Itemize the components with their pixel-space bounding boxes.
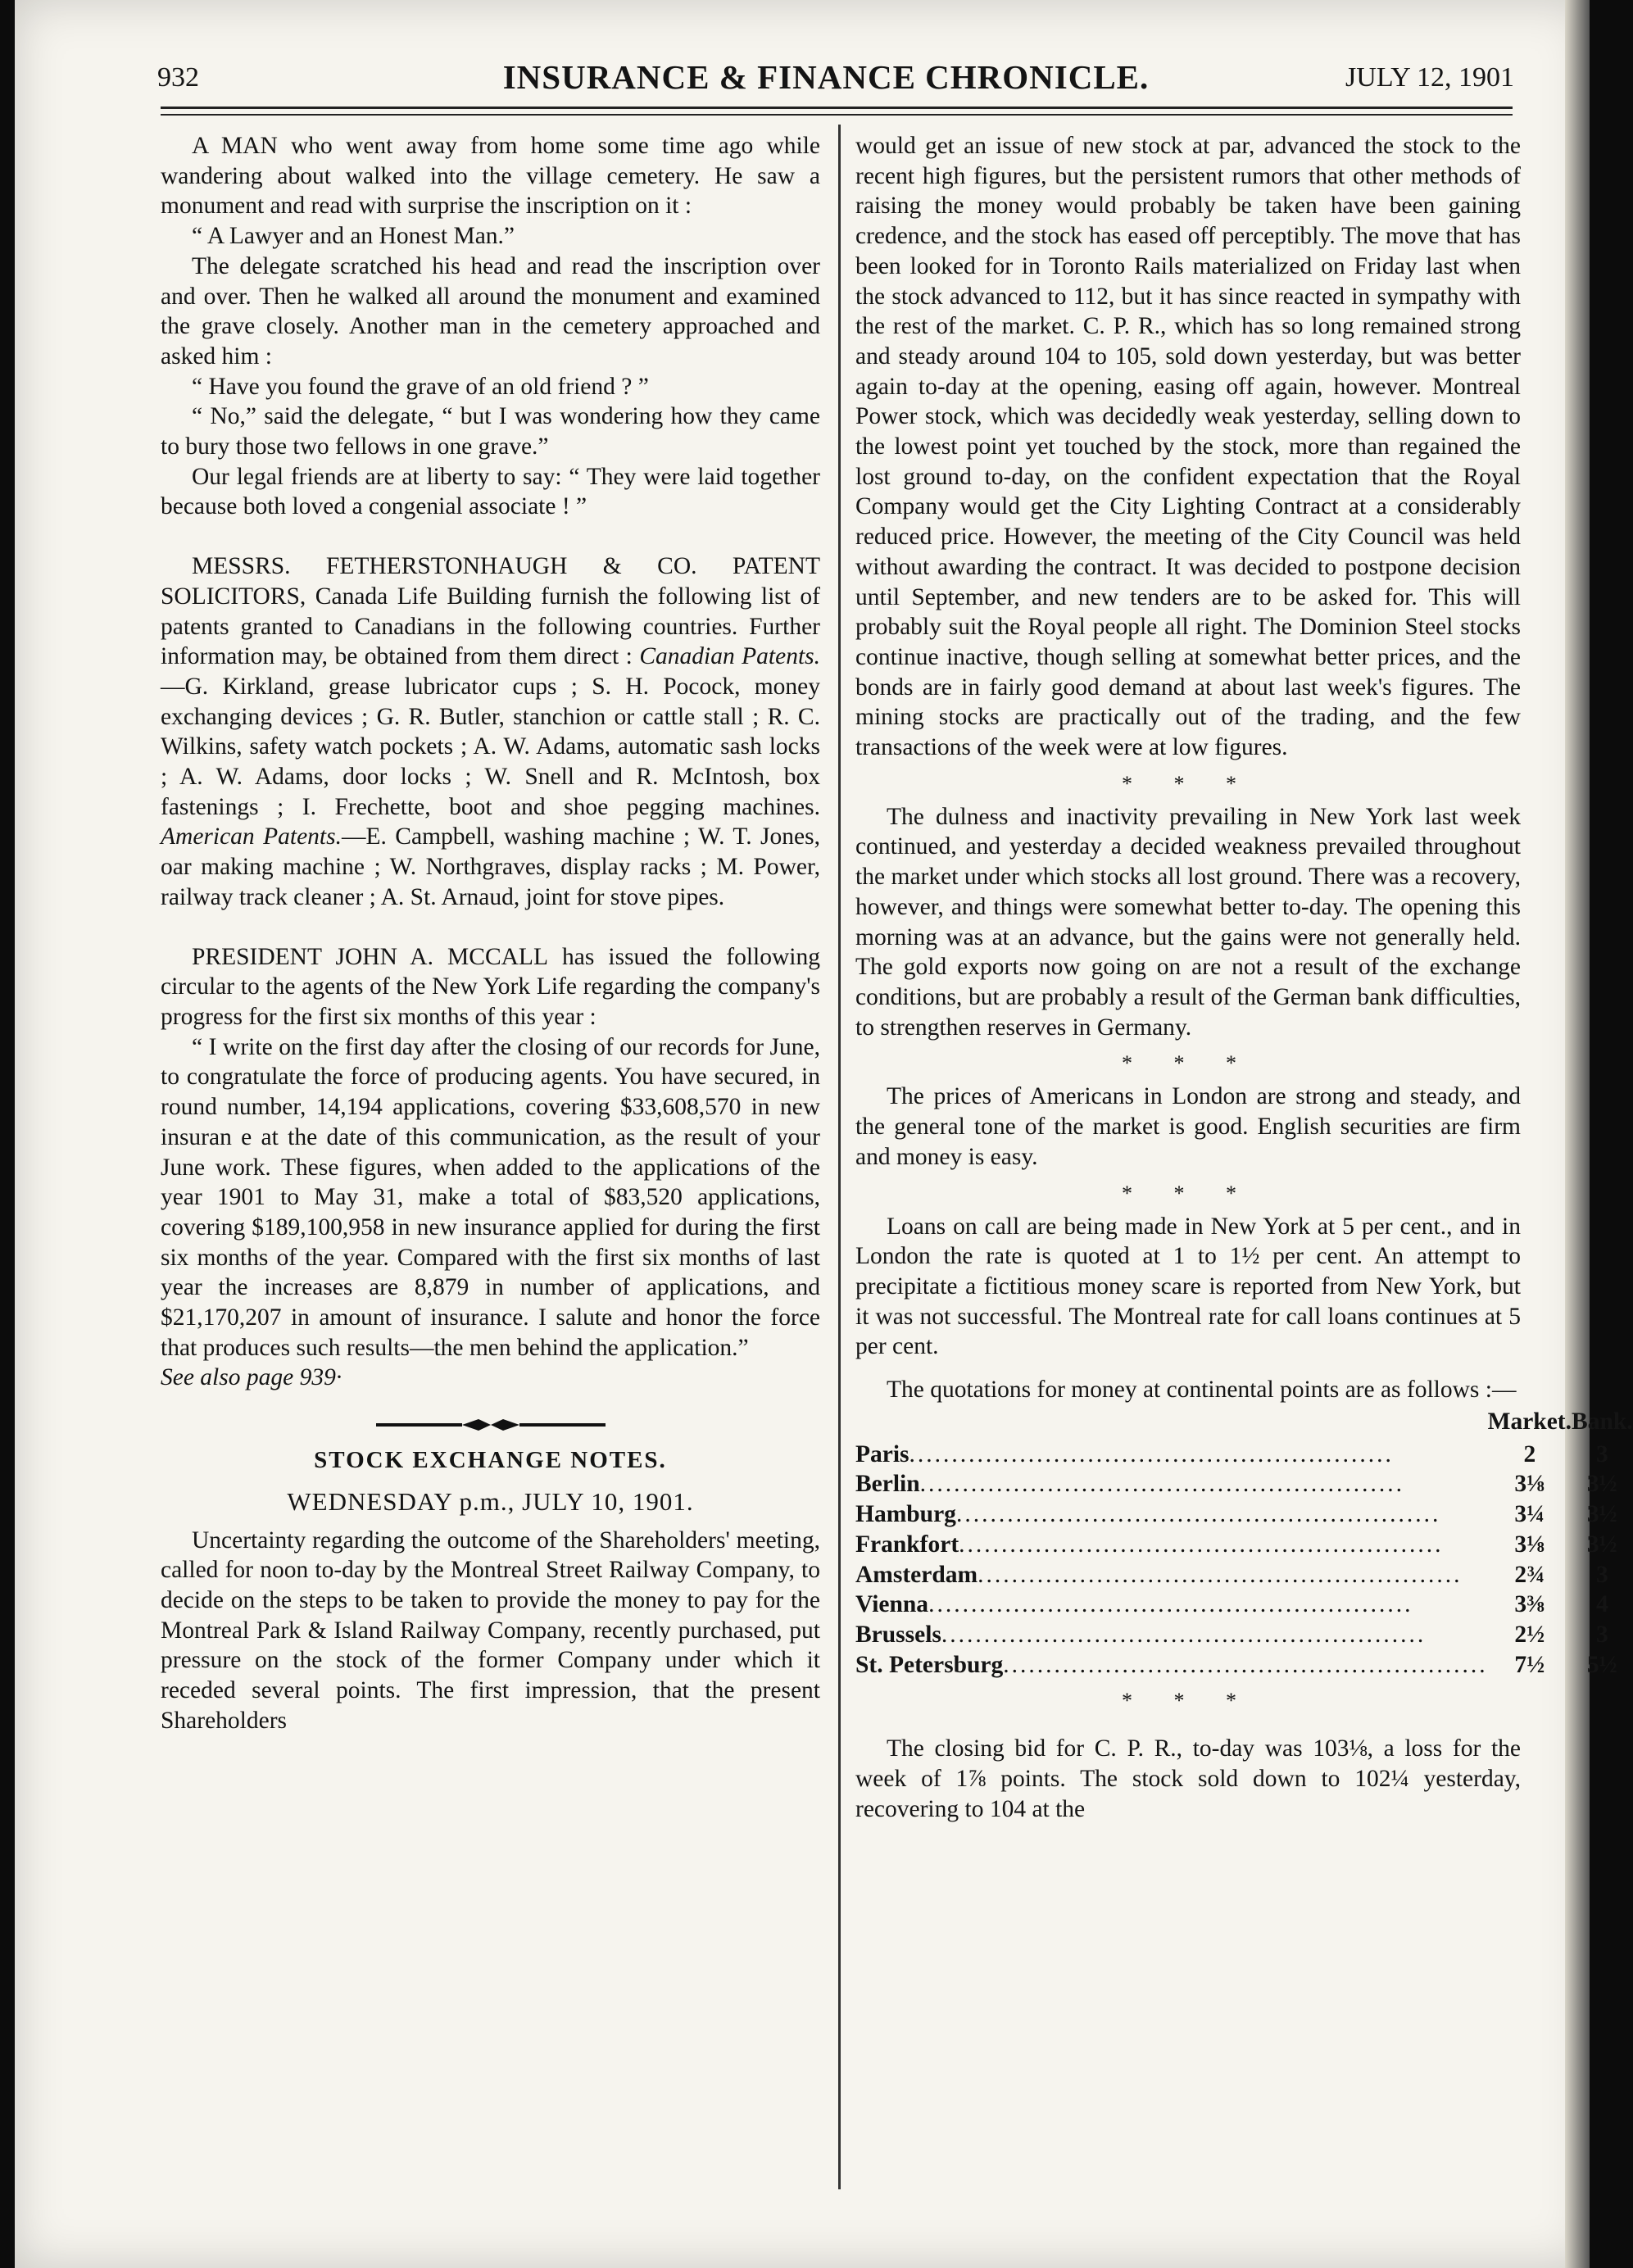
city-name: Brussels (855, 1621, 941, 1648)
table-header-row (855, 1405, 1633, 1440)
quotations-intro: The quotations for money at continental points are as follows :— (887, 1377, 1517, 1404)
section-ornament (376, 1416, 606, 1434)
anecdote-paragraph-2: “ A Lawyer and an Honest Man.” (192, 223, 515, 250)
table-row: Brussels......................................................... 2½ 3 (855, 1620, 1633, 1650)
market-rate: 2½ (1514, 1621, 1545, 1648)
market-rate: 7½ (1514, 1651, 1545, 1678)
table-header-market: Market. (1487, 1408, 1572, 1436)
market-rate: 3¼ (1514, 1501, 1545, 1528)
anecdote-paragraph-6: Our legal friends are at liberty to say: “ They were laid together because both loved a congenial associate ! ” (161, 463, 820, 520)
table-row: Vienna......................................................... 3⅜ 4 (855, 1590, 1633, 1620)
table-row: Amsterdam......................................................... 2¾ 3 (855, 1560, 1633, 1590)
anecdote-paragraph-5: “ No,” said the delegate, “ but I was wondering how they came to bury those two fellows in one grave.” (161, 403, 820, 460)
call-loans-paragraph: Loans on call are being made in New York at 5 per cent., and in London the rate is quoted at 1 to 1½ per cent. An attempt to precipitate a fictitious money scare is reported from New York, but it was not successful. The Montreal rate for call loans continues at 5 per cent. (855, 1213, 1521, 1360)
table-row: Frankfort......................................................... 3⅛ 3½ (855, 1530, 1633, 1560)
mccall-lead: PRESIDENT JOHN A. MCCALL (192, 943, 548, 970)
bank-rate: 4 (1595, 1591, 1608, 1618)
money-rates-table (855, 1405, 1633, 1681)
market-rate: 3⅜ (1514, 1591, 1545, 1618)
binding-shadow (1565, 0, 1590, 2268)
section-break-3: * * * (1122, 1181, 1254, 1205)
city-name: Frankfort (855, 1531, 959, 1558)
header-rule-thin (161, 114, 1513, 116)
anecdote-paragraph-4: “ Have you found the grave of an old friend ? ” (192, 373, 649, 400)
patents-intro: Canada Life Building furnish the following list of patents granted to Canadians in the following countries. Further information may, be obtained from them direct : (161, 583, 820, 670)
issue-date: JULY 12, 1901 (1345, 62, 1514, 93)
city-name: Berlin (855, 1471, 920, 1498)
market-rate: 3⅛ (1514, 1471, 1545, 1498)
section-break-1: * * * (1122, 771, 1254, 796)
page-number: 932 (157, 62, 199, 93)
american-patents-list: —E. Campbell, washing machine ; W. T. Jones, oar making machine ; W. Northgraves, display racks ; M. Power, railway track cleaner ; A. St. Arnaud, joint for stove pipes. (161, 823, 820, 910)
table-row: Paris......................................................... 2 3 (855, 1440, 1633, 1470)
city-name: Hamburg (855, 1501, 956, 1528)
city-name: Amsterdam (855, 1561, 978, 1588)
anecdote-paragraph-3: The delegate scratched his head and read the inscription over and over. Then he walked all around the monument and examined the grave closely. Another man in the cemetery approached and asked him : (161, 252, 820, 370)
section-break-2: * * * (1122, 1051, 1254, 1076)
table-row: St. Petersburg......................................................... 7½ 5½ (855, 1650, 1633, 1681)
stock-notes-continued: would get an issue of new stock at par, advanced the stock to the recent high figures, but the persistent rumors that other methods of raising the money would probably be taken have been gaining credence, and the stock has eased off perceptibly. The move that has been looked for in Toronto Rails materialized on Friday last when the stock advanced to 112, but it has since reacted in sympathy with the rest of the market. C. P. R., which has so long remained strong and steady around 104 to 105, sold down yesterday, but was better again to-day at the opening, easing off again, however. Montreal Power stock, which was decidedly weak yesterday, selling down to the lowest point yet touched by the stock, more than regained the lost ground to-day, on the confident expectation that the Royal Company would get the City Lighting Contract at a considerably reduced price. However, the meeting of the City Council was held without awarding the contract. It was decided to postpone decision until September, and new tenders are to be asked for. This will probably suit the Royal people all right. The Dominion Steel stocks continue inactive, though selling at somewhat better prices, and the bonds are in fairly good demand at about last week's figures. The mining stocks are practically out of the trading, and the few transactions of the week were at low figures. (855, 133, 1521, 761)
market-rate: 2 (1523, 1440, 1536, 1467)
stock-notes-paragraph-1: Uncertainty regarding the outcome of the Shareholders' meeting, called for noon to-day by the Montreal Street Railway Company, to decide on the steps to be taken to provide the money to pay for the Montreal Park & Island Railway Company, recently purchased, put pressure on the stock of the former Company under which it receded several points. The first impression, that the present Shareholders (161, 1526, 820, 1734)
mccall-intro: has issued the following circular to the agents of the New York Life regarding the company's progress for the first six months of this year : (161, 943, 820, 1030)
left-column (161, 131, 820, 1735)
bank-rate: 3 (1595, 1561, 1608, 1588)
column-divider (838, 125, 841, 2189)
publication-title: INSURANCE & FINANCE CHRONICLE. (502, 58, 1150, 96)
london-paragraph: The prices of Americans in London are strong and steady, and the general tone of the market is good. English securities are firm and money is easy. (855, 1083, 1521, 1170)
new-york-paragraph: The dulness and inactivity prevailing in New York last week continued, and yesterday a decided weakness prevailed throughout the market under which stocks all lost ground. There was a recovery, however, and things were somewhat better to-day. The opening this morning was at an advance, but the gains were not generally held. The gold exports now going on are not a result of the exchange conditions, but are probably a result of the German bank difficulties, to strengthen reserves in Germany. (855, 803, 1521, 1041)
bank-rate: 3 (1595, 1440, 1608, 1467)
american-patents-label: American Patents. (161, 823, 342, 850)
ornament-diamonds (462, 1419, 519, 1431)
cpr-closing-paragraph: The closing bid for C. P. R., to-day was 103⅛, a loss for the week of 1⅞ points. The stock sold down to 102¼ yesterday, recovering to 104 at the (855, 1735, 1521, 1822)
canadian-patents-label: Canadian Patents. (639, 643, 821, 670)
patents-lead: MESSRS. FETHERSTONHAUGH & CO. PATENT SOLICITORS, (161, 553, 820, 610)
see-also-reference: See also page 939· (161, 1364, 342, 1391)
magazine-page (15, 0, 1633, 2268)
section-title: STOCK EXCHANGE NOTES. (314, 1447, 667, 1474)
section-dateline: WEDNESDAY p.m., JULY 10, 1901. (287, 1486, 694, 1516)
table-header-blank (855, 1405, 1488, 1440)
city-name: Paris (855, 1440, 909, 1467)
city-name: St. Petersburg (855, 1651, 1004, 1678)
market-rate: 3⅛ (1514, 1531, 1545, 1558)
market-rate: 2¾ (1514, 1561, 1545, 1588)
canadian-patents-list: —G. Kirkland, grease lubricator cups ; S. H. Pocock, money exchanging devices ; G. R. Butler, stanchion or cattle stall ; R. C. Wilkins, safety watch pockets ; A. W. Adams, automatic sash locks ; A. W. Adams, door locks ; W. Snell and R. McIntosh, box fastenings ; I. Frechette, boot and shoe pegging machines. (161, 673, 820, 820)
header-rule-thick (161, 107, 1513, 109)
bank-rate: 3½ (1586, 1471, 1617, 1498)
mccall-paragraph (161, 942, 820, 1032)
running-head (138, 56, 1514, 105)
bank-rate: 5½ (1586, 1651, 1617, 1678)
bank-rate: 3 (1595, 1621, 1608, 1648)
table-row: Hamburg......................................................... 3¼ 3½ (855, 1499, 1633, 1530)
table-row: Berlin......................................................... 3⅛ 3½ (855, 1469, 1633, 1499)
right-column (855, 131, 1633, 1824)
anecdote-paragraph-1: A MAN who went away from home some time ago while wandering about walked into the village cemetery. He saw a monument and read with surprise the inscription on it : (161, 133, 820, 220)
section-break-4: * * * (1122, 1689, 1254, 1713)
city-name: Vienna (855, 1591, 929, 1618)
mccall-circular-quote: “ I write on the first day after the closing of our records for June, to congratulate the force of producing agents. You have secured, in round number, 14,194 applications, covering $33,608,570 in new insuran e at the date of this communication, as the result of your June work. These figures, when added to the applications of the year 1901 to May 31, make a total of $83,520 applications, covering $189,100,958 in new insurance applied for during the first six months of the year. Compared with the first six months of last year the increases are 8,879 in number of applications, and $21,170,207 in amount of insurance. I salute and honor the force that produces such results—the men behind the application.” (161, 1033, 820, 1361)
bank-rate: 3½ (1586, 1531, 1617, 1558)
patents-paragraph (161, 551, 820, 912)
bank-rate: 3½ (1586, 1501, 1617, 1528)
table-header-bank: Bank. (1572, 1408, 1633, 1436)
